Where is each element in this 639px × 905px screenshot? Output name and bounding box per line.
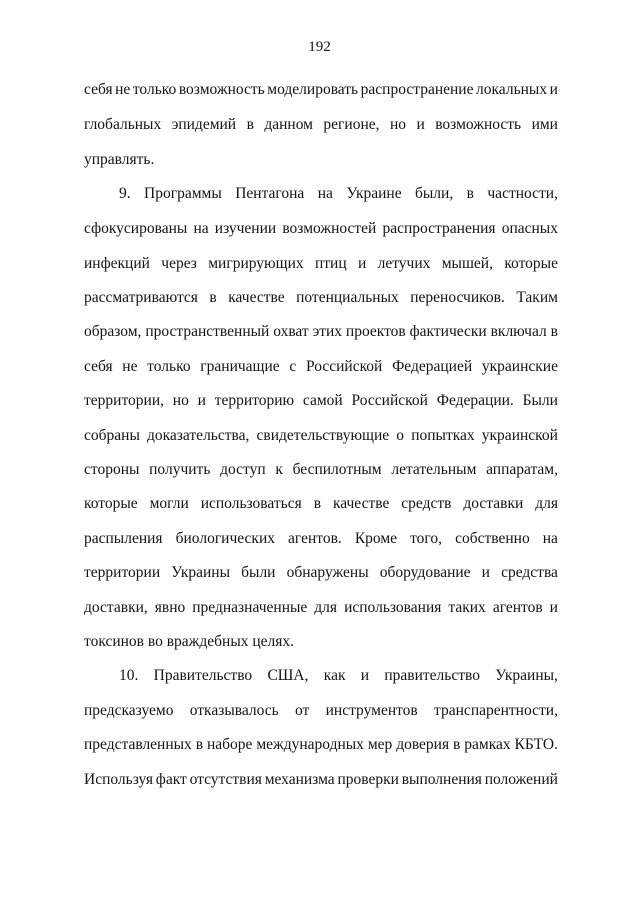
text-line: 9. Программы Пентагона на Украине были, в частности, [119, 185, 558, 202]
text-line: доставки, явно предназначенные для использования таких агентов и [84, 599, 558, 616]
text-line: собраны доказательства, свидетельствующие о попытках украинской [84, 427, 558, 444]
text-line: токсинов во враждебных целях. [84, 633, 295, 650]
text-line: распыления биологических агентов. Кроме того, собственно на [84, 530, 558, 547]
text-line: себя не только граничащие с Российской Федерацией украинские [84, 358, 558, 375]
text-line: рассматриваются в качестве потенциальных переносчиков. Таким [84, 289, 558, 306]
text-line: инфекций через мигрирующих птиц и летучих мышей, которые [84, 255, 558, 272]
text-line: 10. Правительство США, как и правительство Украины, [119, 667, 558, 684]
page-number: 192 [308, 39, 331, 55]
text-line: которые могли использоваться в качестве средств доставки для [84, 495, 558, 512]
text-line: глобальных эпидемий в данном регионе, но и возможность ими [84, 116, 558, 133]
text-line: территории, но и территорию самой Российской Федерации. Были [84, 392, 558, 409]
text-line: образом, пространственный охват этих проектов фактически включал в [84, 323, 558, 340]
text-line: Используя факт отсутствия механизма проверки выполнения положений [84, 771, 558, 788]
text-line: предсказуемо отказывалось от инструментов транспарентности, [84, 702, 558, 719]
text-line: управлять. [84, 151, 155, 168]
text-line: представленных в наборе международных мер доверия в рамках КБТО. [84, 736, 558, 753]
text-line: сфокусированы на изучении возможностей распространения опасных [84, 220, 558, 237]
text-line: себя не только возможность моделировать распространение локальных и [84, 81, 558, 98]
text-line: стороны получить доступ к беспилотным летательным аппаратам, [84, 461, 558, 478]
text-line: территории Украины были обнаружены оборудование и средства [84, 564, 558, 581]
